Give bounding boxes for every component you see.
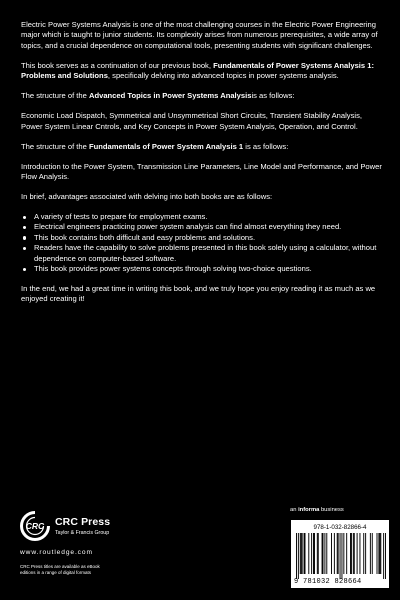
barcode-bar: [302, 533, 303, 574]
barcode-bar: [301, 533, 302, 574]
publisher-group: Taylor & Francis Group: [55, 530, 110, 536]
previous-book-title: Fundamentals of Power Systems Analysis 1: Problems and Solutions: [21, 60, 374, 81]
barcode-bar: [311, 533, 312, 574]
isbn-number: 978-1-032-82866-4: [313, 524, 367, 531]
barcode-bar: [385, 533, 386, 579]
barcode-bar: [322, 533, 323, 574]
barcode-bar: [340, 533, 341, 579]
barcode-bar: [359, 533, 360, 574]
barcode-bar: [346, 533, 347, 574]
barcode-bar: [357, 533, 358, 574]
list-item: A variety of tests to prepare for employment exams.: [21, 212, 383, 222]
barcode-bar: [317, 533, 318, 574]
barcode-bar: [304, 533, 305, 574]
barcode-bar: [313, 533, 314, 574]
barcode-bar: [343, 533, 344, 574]
barcode-bar: [363, 533, 364, 574]
crc-press-logo-icon: [20, 511, 50, 541]
informa-business-tagline: an informa business: [290, 507, 344, 513]
barcode-bar: [296, 533, 297, 579]
barcode-bar: [379, 533, 380, 574]
barcode-bars: [296, 533, 386, 579]
list-item: Electrical engineers practicing power system analysis can find almost everything they need.: [21, 222, 383, 232]
intro-paragraph: Electric Power Systems Analysis is one of the most challenging courses in the Electric Power Engineering major which is taught to junior students. Its complexity arises from numerous prerequisites, a wide array of topics, and a crucial dependence on computational tools, presenting students with significant challenges.: [21, 20, 378, 50]
barcode-bar: [314, 533, 315, 574]
barcode-bar: [318, 533, 319, 574]
barcode-bar: [300, 533, 301, 574]
barcode-bar: [365, 533, 366, 574]
isbn-barcode: [291, 520, 389, 588]
publisher-name: CRC Press: [55, 516, 111, 528]
barcode-bar: [341, 533, 342, 579]
fundamentals-topics-paragraph: Introduction to the Power System, Transmission Line Parameters, Line Model and Performance, and Power Flow Analysis.: [21, 161, 382, 182]
barcode-bar: [337, 533, 338, 574]
barcode-bar: [334, 533, 335, 574]
advanced-structure-heading: The structure of the Advanced Topics in Power Systems Analysisis as follows:: [21, 91, 295, 101]
barcode-bar: [370, 533, 371, 574]
barcode-bar: [351, 533, 352, 574]
fundamentals-structure-heading: The structure of the Fundamentals of Power System Analysis 1 is as follows:: [21, 141, 289, 151]
advantages-list: [21, 212, 383, 274]
fundamentals-book-title: Fundamentals of Power System Analysis 1: [88, 141, 244, 151]
advanced-book-title: Advanced Topics in Power Systems Analysis: [88, 91, 252, 101]
barcode-bar: [308, 533, 309, 574]
list-item: This book contains both difficult and easy problems and solutions.: [21, 233, 383, 243]
publisher-website: www.routledge.com: [20, 549, 93, 556]
barcode-bar: [377, 533, 378, 574]
barcode-bar: [383, 533, 384, 579]
barcode-bar: [350, 533, 351, 574]
crc-logo-text: CRC: [25, 521, 45, 532]
list-item: Readers have the capability to solve problems presented in this book solely using a calculator, without dependence on computer-based software.: [21, 243, 383, 264]
barcode-bar: [298, 533, 299, 579]
barcode-bar: [324, 533, 325, 574]
list-item: This book provides power systems concepts through solving two-choice questions.: [21, 264, 383, 274]
advanced-topics-paragraph: Economic Load Dispatch, Symmetrical and Unsymmetrical Short Circuits, Transient Stability Analysis, Power System Linear Cntrols, and Key Concepts in Power System Analysis, Operation, and Control.: [21, 111, 362, 131]
back-cover-description: [21, 20, 383, 314]
ebook-availability-note: CRC Press titles are available as eBook editions in a range of digital formats: [20, 564, 100, 575]
barcode-bar: [353, 533, 354, 574]
publisher-block: [20, 509, 170, 589]
barcode-bar: [305, 533, 306, 574]
barcode-bar: [331, 533, 332, 574]
closing-paragraph: In the end, we had a great time in writing this book, and we truly hope you enjoy reading it as much as we enjoyed creating it!: [21, 284, 376, 304]
barcode-bar: [338, 533, 339, 574]
barcode-digits: 9 781032 828664: [294, 578, 362, 586]
barcode-bar: [380, 533, 381, 574]
barcode-bar: [378, 533, 379, 574]
continuation-paragraph: This book serves as a continuation of our previous book, Fundamentals of Power Systems Analysis 1: Problems and Solutions, specifically delving into advanced topics in power systems analysis.: [21, 60, 374, 81]
barcode-bar: [354, 533, 355, 574]
advantages-intro: In brief, advantages associated with delving into both books are as follows:: [21, 192, 273, 202]
barcode-bar: [326, 533, 327, 574]
barcode-bar: [323, 533, 324, 574]
barcode-bar: [372, 533, 373, 574]
